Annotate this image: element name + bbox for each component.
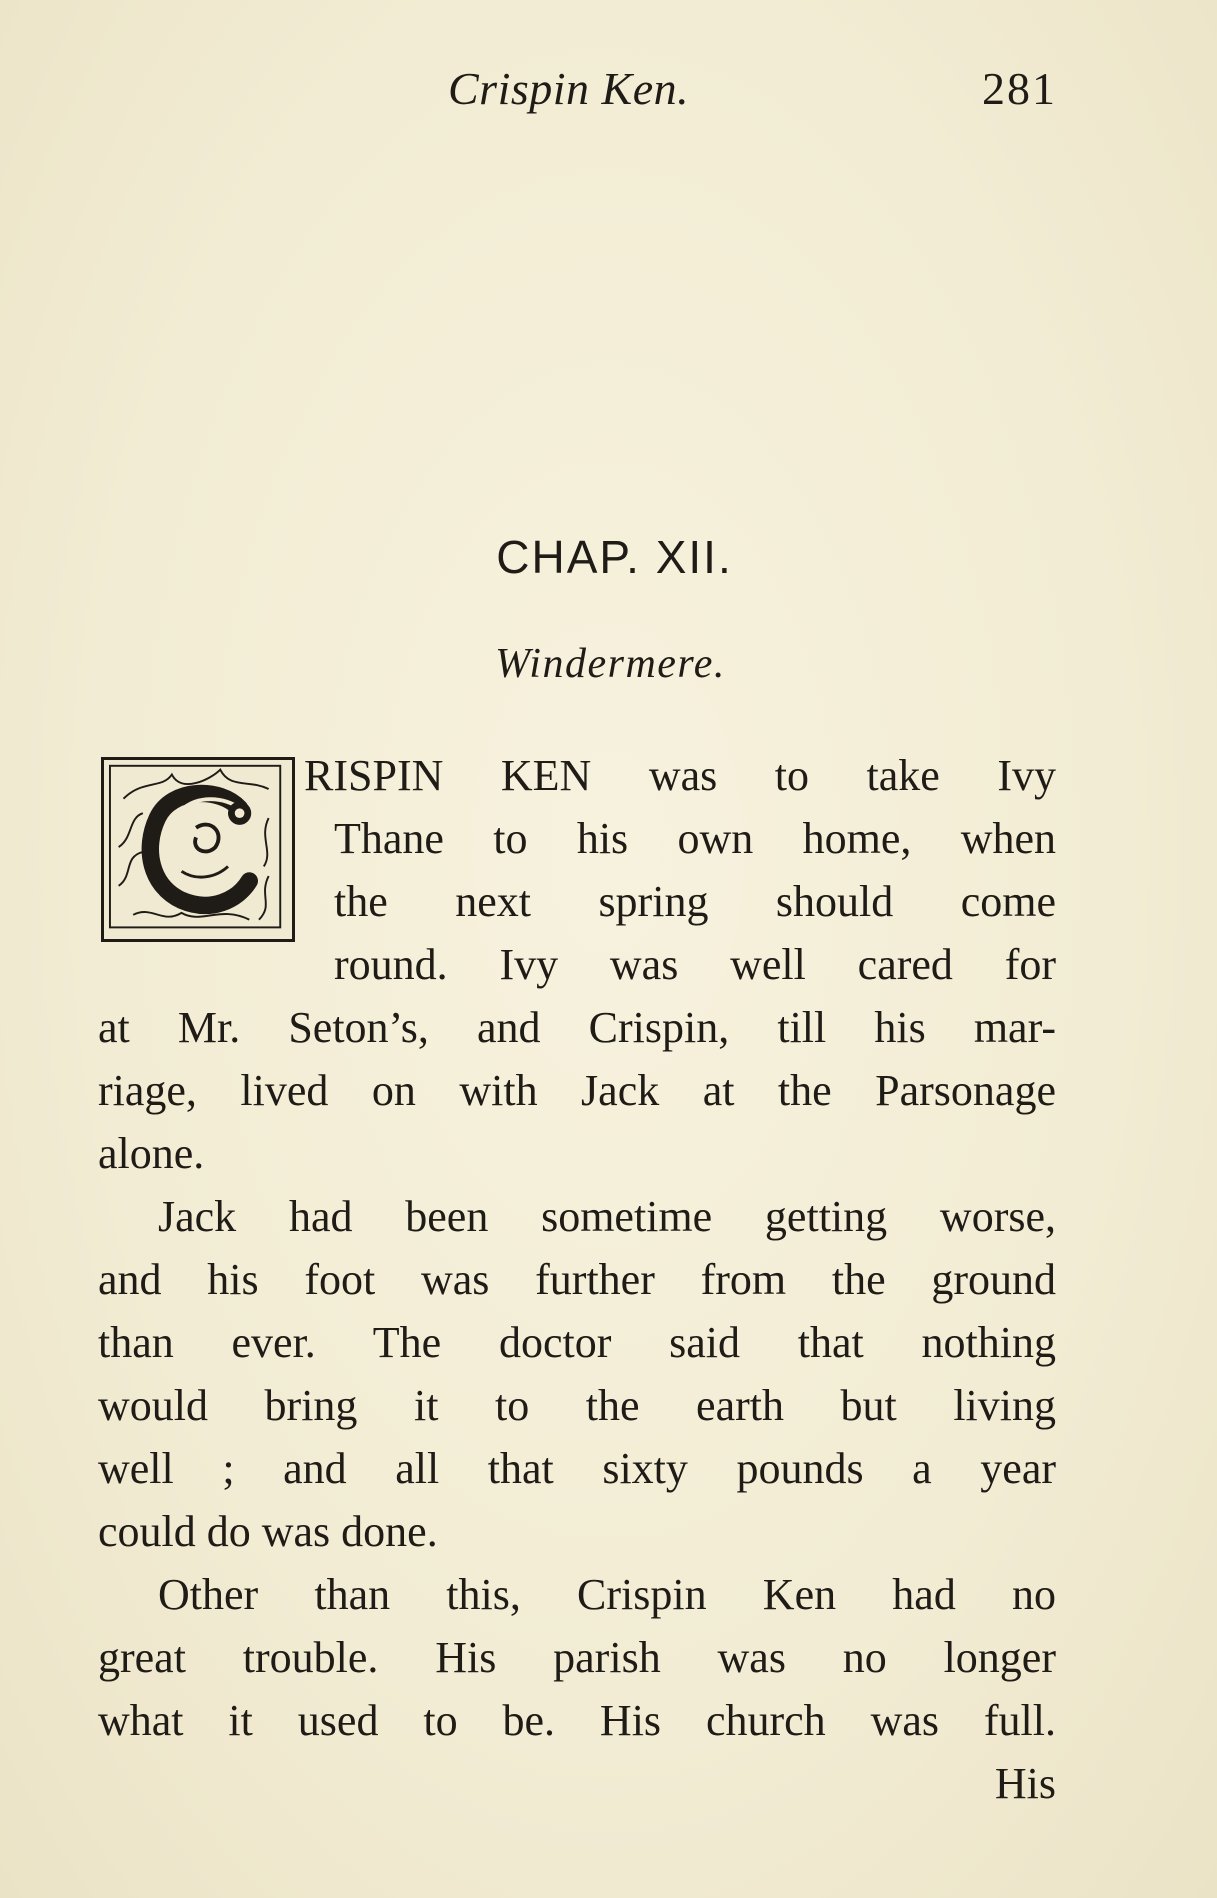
text-line: could do was done.: [98, 1507, 438, 1556]
chapter-heading: CHAP. XII.: [496, 531, 733, 583]
text-line: what it used to be. His church was full.: [98, 1696, 1056, 1745]
text-line: would bring it to the earth but living: [98, 1381, 1056, 1430]
text-line: round. Ivy was well cared for: [334, 940, 1056, 989]
paragraph-3: [98, 1563, 1056, 1815]
text-line: RISPIN KEN was to take Ivy: [304, 751, 1056, 800]
text-line: at Mr. Seton’s, and Crispin, till his mar-: [98, 1003, 1056, 1052]
catchword: His: [994, 1759, 1056, 1808]
text-line: the next spring should come: [334, 877, 1056, 926]
paragraph-1: [98, 744, 1056, 1185]
paragraph-2: [98, 1185, 1056, 1563]
text-line: great trouble. His parish was no longer: [98, 1633, 1056, 1682]
text-line: well ; and all that sixty pounds a year: [98, 1444, 1056, 1493]
text-line: Thane to his own home, when: [334, 814, 1056, 863]
text-line: and his foot was further from the ground: [98, 1255, 1056, 1304]
text-line: than ever. The doctor said that nothing: [98, 1318, 1056, 1367]
text-line: Other than this, Crispin Ken had no: [158, 1570, 1056, 1619]
page-number: 281: [982, 63, 1057, 114]
text-line: riage, lived on with Jack at the Parsonage: [98, 1066, 1056, 1115]
running-head: [0, 62, 1217, 122]
text-line: alone.: [98, 1129, 205, 1178]
chapter-title: Windermere.: [495, 641, 726, 687]
running-title: Crispin Ken.: [448, 63, 690, 114]
text-line: Jack had been sometime getting worse,: [158, 1192, 1056, 1241]
